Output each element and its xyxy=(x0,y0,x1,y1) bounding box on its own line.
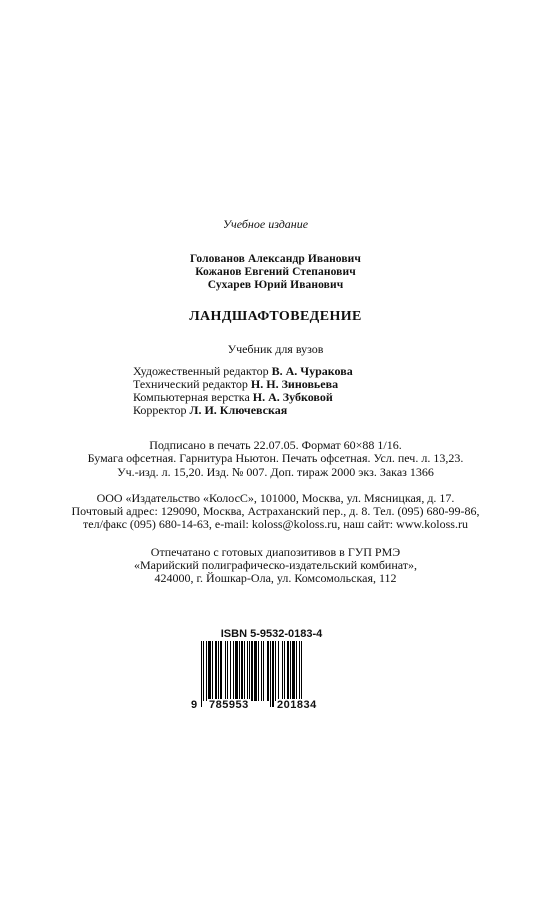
barcode-bar xyxy=(251,641,253,701)
barcode-bar xyxy=(239,641,240,701)
barcode-bar xyxy=(254,641,257,701)
barcode-bar xyxy=(275,641,276,701)
barcode-bar xyxy=(272,641,274,707)
barcode-bar xyxy=(225,641,226,701)
barcode-bar xyxy=(212,641,213,701)
staff-role: Художественный редактор xyxy=(133,364,272,378)
barcode-bar xyxy=(233,641,234,701)
staff-role: Технический редактор xyxy=(133,377,251,391)
print-info-2: Бумага офсетная. Гарнитура Ньютон. Печать офсетная. Усл. печ. л. 13,23. xyxy=(87,451,464,465)
print-info-3: Уч.-изд. л. 15,20. Изд. № 007. Доп. тираж 2000 экз. Заказ 1366 xyxy=(117,465,434,479)
barcode-bar xyxy=(201,641,202,707)
barcode-bar xyxy=(261,641,262,701)
barcode-bar xyxy=(230,641,231,701)
barcode-bar xyxy=(235,641,238,701)
book-subtitle: Учебник для вузов xyxy=(227,342,324,356)
staff-name: Н. А. Зубковой xyxy=(252,390,333,404)
publisher-info-1: ООО «Издательство «КолосС», 101000, Москва, ул. Мясницкая, д. 17. xyxy=(96,491,455,505)
barcode-bar xyxy=(206,641,207,701)
barcode-bar xyxy=(203,641,204,701)
barcode-bar xyxy=(208,641,211,701)
staff-role: Корректор xyxy=(133,403,190,417)
barcode-bar xyxy=(244,641,245,701)
barcode-digits-right: 201834 xyxy=(277,699,317,711)
edition-type: Учебное издание xyxy=(222,217,309,231)
staff-corrector xyxy=(133,403,287,418)
book-title: ЛАНДШАФТОВЕДЕНИЕ xyxy=(189,309,362,324)
author-2: Кожанов Евгений Степанович xyxy=(195,266,356,278)
barcode-bar xyxy=(282,641,283,701)
barcode-bar xyxy=(218,641,219,701)
barcode-bar xyxy=(290,641,291,701)
barcode-bar xyxy=(263,641,264,701)
barcode-bar xyxy=(241,641,243,701)
publisher-info-3: тел/факс (095) 680-14-63, e-mail: koloss@koloss.ru, наш сайт: www.koloss.ru xyxy=(83,517,468,531)
barcode-bar xyxy=(296,641,297,701)
barcode-bar xyxy=(215,641,217,701)
author-1: Голованов Александр Иванович xyxy=(190,253,361,265)
barcode-bar xyxy=(278,641,279,701)
isbn-label: ISBN 5-9532-0183-4 xyxy=(220,628,323,640)
barcode xyxy=(191,628,344,714)
barcode-digits-left: 785953 xyxy=(209,699,249,711)
barcode-bar xyxy=(301,641,302,701)
staff-role: Компьютерная верстка xyxy=(133,390,253,404)
barcode-bar xyxy=(249,641,250,701)
printer-info-3: 424000, г. Йошкар-Ола, ул. Комсомольская, 112 xyxy=(154,571,397,585)
barcode-bar xyxy=(220,641,222,701)
print-info-1: Подписано в печать 22.07.05. Формат 60×88 1/16. xyxy=(149,438,402,452)
barcode-digit-first: 9 xyxy=(191,699,198,711)
author-3: Сухарев Юрий Иванович xyxy=(207,279,344,291)
barcode-bar xyxy=(258,641,259,701)
publisher-info-2: Почтовый адрес: 129090, Москва, Астраханский пер., д. 8. Тел. (095) 680-99-86, xyxy=(71,504,480,518)
barcode-bar xyxy=(270,641,271,707)
barcode-bar xyxy=(299,641,300,701)
barcode-bar xyxy=(292,641,295,701)
printer-info-1: Отпечатано с готовых диапозитивов в ГУП РМЭ xyxy=(150,545,401,559)
staff-name: В. А. Чуракова xyxy=(271,364,353,378)
barcode-bar xyxy=(284,641,285,701)
barcode-bar xyxy=(287,641,289,701)
barcode-bar xyxy=(247,641,248,701)
barcode-bar xyxy=(267,641,269,701)
barcode-bar xyxy=(227,641,228,701)
printer-info-2: «Марийский полиграфическо-издательский комбинат», xyxy=(133,558,418,572)
staff-name: Н. Н. Зиновьева xyxy=(250,377,339,391)
staff-name: Л. И. Ключевская xyxy=(189,403,288,417)
